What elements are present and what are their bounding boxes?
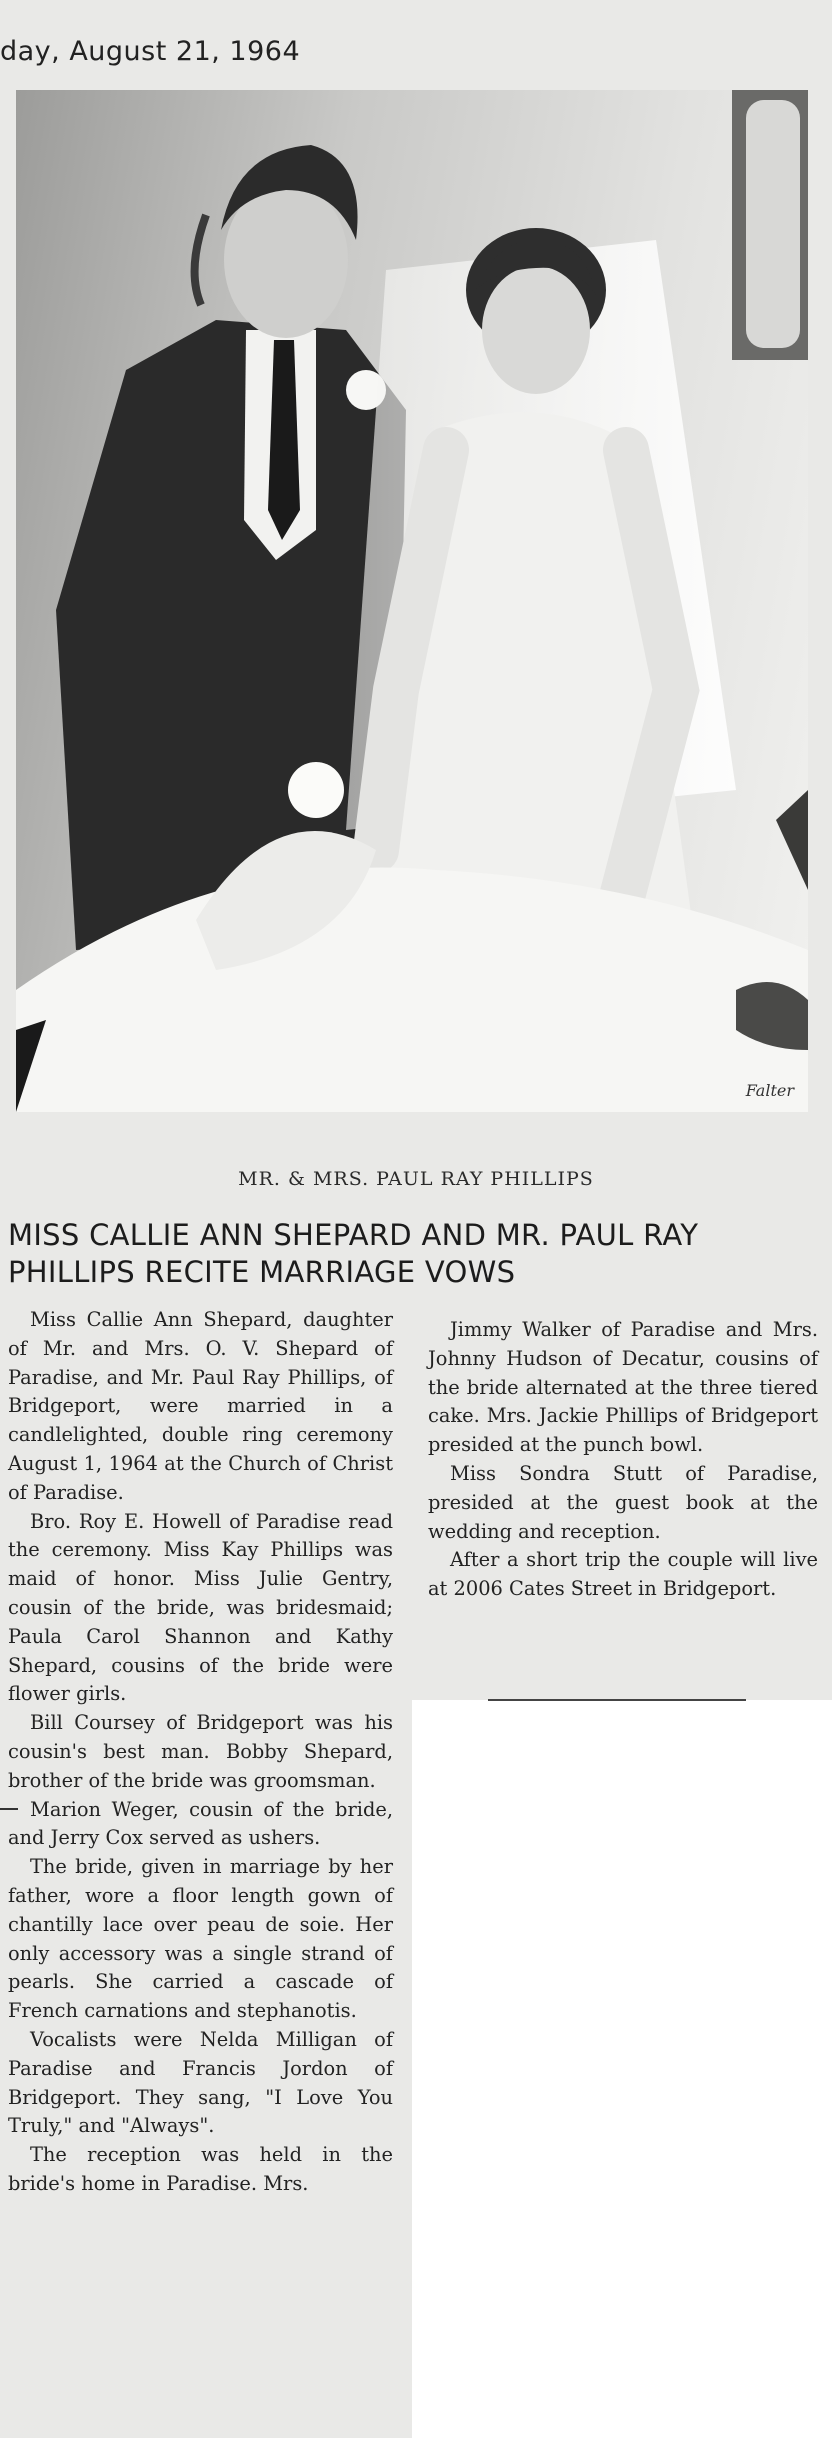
margin-dash — [0, 1808, 18, 1810]
article-column-left — [8, 1306, 393, 2199]
dateline: day, August 21, 1964 — [0, 36, 301, 67]
end-rule — [488, 1699, 746, 1701]
paragraph: The bride, given in marriage by her father, wore a floor length gown of chantilly lace over peau de soie. Her only accessory was a single strand of pearls. She carried a cascade of French carnations and stephanotis. — [8, 1855, 393, 2023]
wedding-photo — [16, 90, 808, 1112]
paragraph: The reception was held in the bride's home in Paradise. Mrs. — [8, 2143, 393, 2195]
paragraph: After a short trip the couple will live at 2006 Cates Street in Bridgeport. — [428, 1548, 818, 1601]
article-column-right — [428, 1316, 818, 1604]
paragraph: Marion Weger, cousin of the bride, and Jerry Cox served as ushers. — [8, 1797, 393, 1850]
paragraph: Miss Sondra Stutt of Paradise, presided at the guest book at the wedding and reception. — [428, 1461, 818, 1543]
headline: MISS CALLIE ANN SHEPARD AND MR. PAUL RAY PHILLIPS RECITE MARRIAGE VOWS — [8, 1218, 699, 1289]
paragraph: Vocalists were Nelda Milligan of Paradise and Francis Jordon of Bridgeport. They sang, "I Love You Truly," and "Always". — [8, 2027, 393, 2138]
photographer-mark: Falter — [745, 1081, 794, 1100]
photo-caption: MR. & MRS. PAUL RAY PHILLIPS — [238, 1168, 594, 1190]
paragraph: Bro. Roy E. Howell of Paradise read the ceremony. Miss Kay Phillips was maid of honor. Miss Julie Gentry, cousin of the bride, was bridesmaid; Paula Carol Shannon and Kathy Shepard, cousins of the bride were flower girls. — [8, 1509, 393, 1706]
paragraph: Miss Callie Ann Shepard, daughter of Mr. and Mrs. O. V. Shepard of Paradise, and Mr. Paul Ray Phillips, of Bridgeport, were married in a candlelighted, double ring ceremony August 1, 1964 at the Church of Christ of Paradise. — [8, 1308, 393, 1504]
wedding-photo-illustration — [16, 90, 808, 1112]
paragraph: Jimmy Walker of Paradise and Mrs. Johnny Hudson of Decatur, cousins of the bride alternated at the three tiered cake. Mrs. Jackie Phillips of Bridgeport presided at the punch bowl. — [428, 1318, 818, 1457]
paragraph: Bill Coursey of Bridgeport was his cousin's best man. Bobby Shepard, brother of the bride was groomsman. — [8, 1711, 393, 1792]
